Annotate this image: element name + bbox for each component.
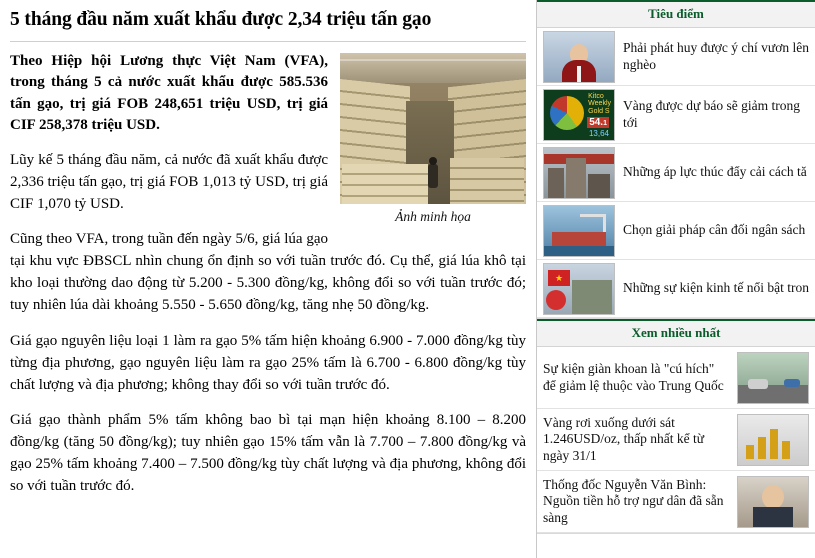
page-title: 5 tháng đầu năm xuất khẩu được 2,34 triệu tấn gạo bbox=[10, 9, 432, 30]
thumbnail-image bbox=[543, 205, 615, 257]
list-item[interactable] bbox=[537, 202, 815, 260]
thumbnail-image: ★ bbox=[543, 263, 615, 315]
most-read-heading: Xem nhiều nhất bbox=[537, 319, 815, 347]
thumbnail-image bbox=[737, 414, 809, 466]
list-item-label: Thống đốc Nguyễn Văn Bình: Nguồn tiền hỗ trợ ngư dân đã sẵn sàng bbox=[543, 476, 724, 525]
list-item-label: Vàng rơi xuống dưới sát 1.246USD/oz, thấp nhất kể từ ngày 31/1 bbox=[543, 414, 705, 463]
sidebar bbox=[536, 0, 815, 558]
thumbnail-image bbox=[737, 352, 809, 404]
thumbnail-image bbox=[543, 31, 615, 83]
list-item[interactable] bbox=[537, 409, 815, 471]
list-item[interactable] bbox=[537, 28, 815, 86]
figure-caption: Ảnh minh họa bbox=[395, 209, 471, 224]
thumbnail-image bbox=[737, 476, 809, 528]
list-item-label: Những áp lực thúc đẩy cải cách tă bbox=[623, 164, 807, 180]
list-item[interactable] bbox=[537, 347, 815, 409]
list-item-label: Những sự kiện kinh tế nổi bật tron bbox=[623, 280, 809, 296]
list-item[interactable] bbox=[537, 471, 815, 533]
title-divider bbox=[10, 41, 526, 42]
article-lead: Theo Hiệp hội Lương thực Việt Nam (VFA), trong tháng 5 cả nước xuất khẩu được 585.536 tấn gạo, trị giá FOB 248,651 triệu USD, trị giá CIF 258,378 triệu USD. bbox=[10, 53, 328, 133]
list-item[interactable] bbox=[537, 260, 815, 318]
featured-heading: Tiêu điểm bbox=[537, 0, 815, 28]
article-paragraph: Cũng theo VFA, trong tuần đến ngày 5/6, giá lúa gạo tại khu vực ĐBSCL nhìn chung ổn định so với tuần trước đó. Cụ thể, giá lúa khô tại kho loại thường dao động từ 5.200 - 5.300 đồng/kg, không đổi so với tuần trước đó; tuy nhiên lúa dài khoảng 5.550 - 5.650 đồng/kg, tăng nhẹ 50 đồng/kg. bbox=[10, 231, 526, 314]
article-paragraph: Lũy kế 5 tháng đầu năm, cả nước đã xuất khẩu được 2,336 triệu tấn gạo, trị giá FOB 1,013 tỷ USD, trị giá CIF 1,070 tỷ USD. bbox=[10, 152, 328, 213]
list-item-label: Chọn giải pháp cân đối ngân sách bbox=[623, 222, 806, 238]
list-item[interactable] bbox=[537, 144, 815, 202]
list-item[interactable] bbox=[537, 86, 815, 144]
list-item-label: Vàng được dự báo sẽ giảm trong tới bbox=[623, 98, 800, 130]
thumbnail-image bbox=[543, 147, 615, 199]
article-figure bbox=[340, 53, 526, 225]
article-paragraph: Giá gạo nguyên liệu loại 1 làm ra gạo 5% tấm hiện khoảng 6.900 - 7.000 đồng/kg tùy từng địa phương, gạo nguyên liệu làm ra gạo 25% tấm là 6.700 - 6.800 đồng/kg tùy chất lượng và địa phương; không thay đổi so với tuần trước đó. bbox=[10, 332, 526, 393]
featured-list bbox=[537, 28, 815, 319]
rice-warehouse-image bbox=[340, 53, 526, 204]
thumbnail-image: Kitco Weekly Gold S 54.1 13,64 bbox=[543, 89, 615, 141]
list-item-label: Sự kiện giàn khoan là "cú hích" để giảm lệ thuộc vào Trung Quốc bbox=[543, 361, 724, 393]
article-paragraph: Giá gạo thành phẩm 5% tấm không bao bì tại mạn hiện khoảng 8.100 – 8.200 đồng/kg (tăng 50 đồng/kg); tuy nhiên gạo 15% tấm vẫn là 7.700 – 7.800 đồng/kg và gạo 25% tấm khoảng 7.400 – 7.500 đồng/kg tùy chất lượng và địa phương, không đổi so với tuần trước đó. bbox=[10, 411, 526, 494]
list-item-label: Phải phát huy được ý chí vươn lên nghèo bbox=[623, 40, 809, 72]
most-read-list bbox=[537, 347, 815, 534]
